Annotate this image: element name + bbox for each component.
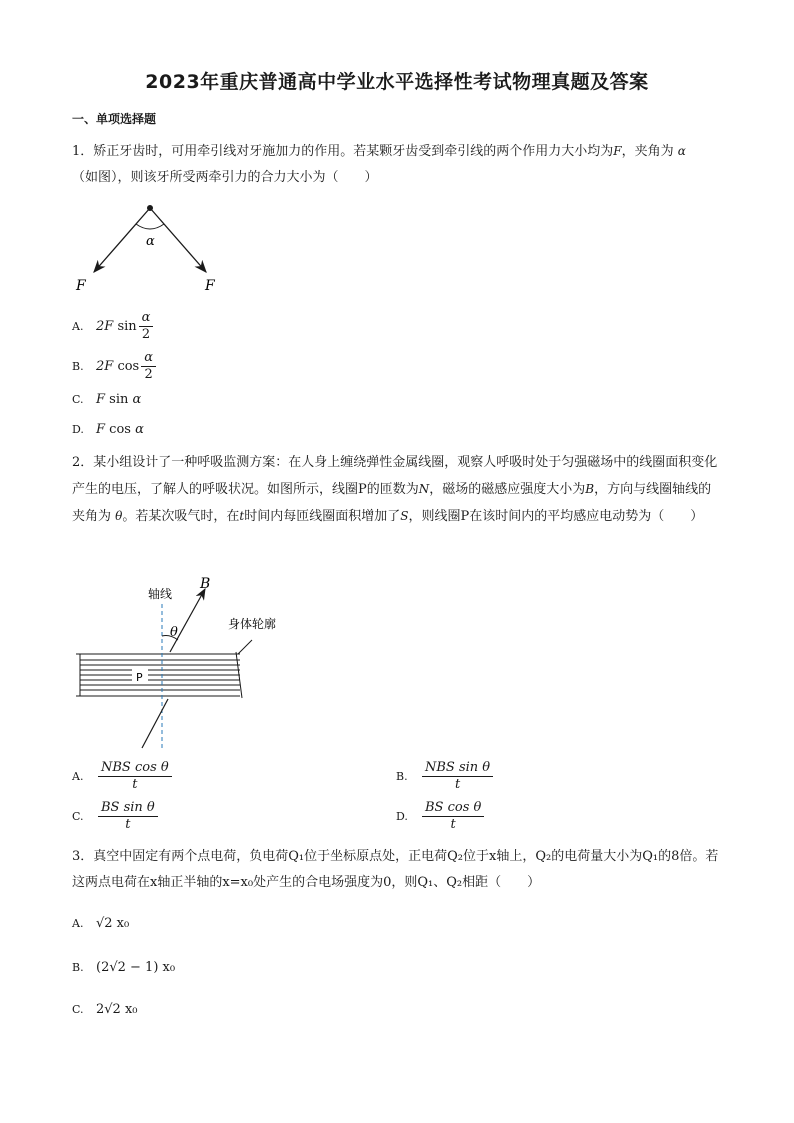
axis-label: 轴线 <box>148 587 173 601</box>
q3-option-a[interactable]: A. √2 x₀ <box>72 914 129 934</box>
question-2-text: 2．某小组设计了一种呼吸监测方案：在人身上缠绕弹性金属线圈，观察人呼吸时处于匀强磁场中的线圈面积变化产生的电压，了解人的呼吸状况。如图所示，线圈P的匝数为N，磁场的磁感应强度大小为B，方向与线圈轴线的夹角为 θ。若某次吸气时，在t时间内每匝线圈面积增加了S，则线圈P在该时间内的平均感应电动势为（ ） <box>72 455 718 524</box>
page-title: 2023年重庆普通高中学业水平选择性考试物理真题及答案 <box>145 71 649 93</box>
b-label: B <box>200 576 211 592</box>
option-label: A. <box>72 769 84 783</box>
question-3-text: 3．真空中固定有两个点电荷，负电荷Q₁位于坐标原点处，正电荷Q₂位于x轴上，Q₂的电荷量大小为Q₁的8倍。若这两点电荷在x轴正半轴的x=x₀处产生的合电场强度为0，则Q₁、Q₂相距（ ） <box>72 849 719 890</box>
force-arrow-left <box>94 208 150 272</box>
q3-option-b[interactable]: B. (2√2 − 1) x₀ <box>72 958 175 978</box>
theta-label: θ <box>170 625 178 640</box>
q2-option-d[interactable]: D. $\frac{\text{BS cos θ}}{t}$ <box>396 800 486 833</box>
coil-lines <box>76 654 240 696</box>
q2-option-a[interactable]: A. $\frac{\text{NBS cos θ}}{t}$ <box>72 760 174 793</box>
option-label: B. <box>396 769 408 783</box>
question-1-text: 1．矫正牙齿时，可用牵引线对牙施加力的作用。若某颗牙齿受到牵引线的两个作用力大小均为F，夹角为 α （如图），则该牙所受两牵引力的合力大小为（ ） <box>72 144 686 185</box>
option-label: B. <box>72 961 84 974</box>
option-label: A. <box>72 917 84 930</box>
section-heading: 一、单项选择题 <box>72 112 157 126</box>
force-label-right: F <box>205 278 215 294</box>
option-label: C. <box>72 1003 84 1016</box>
option-label: D. <box>72 423 84 436</box>
question-1-figure <box>72 196 232 296</box>
force-arrow-right <box>150 208 206 272</box>
q1-option-c[interactable]: C. F sin α <box>72 390 141 410</box>
option-label: A. <box>72 319 84 333</box>
option-label: C. <box>72 809 84 823</box>
q2-option-c[interactable]: C. $\frac{\text{BS sin θ}}{t}$ <box>72 800 160 833</box>
q3-option-c[interactable]: C. 2√2 x₀ <box>72 1000 138 1020</box>
q2-option-b[interactable]: B. $\frac{\text{NBS sin θ}}{t}$ <box>396 760 495 793</box>
option-label: B. <box>72 359 84 373</box>
angle-arc <box>136 224 164 229</box>
force-label-left: F <box>76 278 86 294</box>
option-label: C. <box>72 393 84 406</box>
b-field-lower <box>142 699 168 748</box>
coil-label: P <box>136 671 143 684</box>
q1-option-a[interactable]: A. 2F sin $\frac{\alpha}{2}$ <box>72 310 155 343</box>
body-outline-label: 身体轮廓 <box>228 617 277 631</box>
question-2-figure <box>72 574 302 754</box>
alpha-label: α <box>146 234 155 249</box>
option-label: D. <box>396 809 408 823</box>
body-outline-leader <box>238 640 252 654</box>
q1-option-d[interactable]: D. F cos α <box>72 420 144 440</box>
q1-option-b[interactable]: B. 2F cos $\frac{\alpha}{2}$ <box>72 350 158 383</box>
b-field-arrow <box>170 589 205 652</box>
